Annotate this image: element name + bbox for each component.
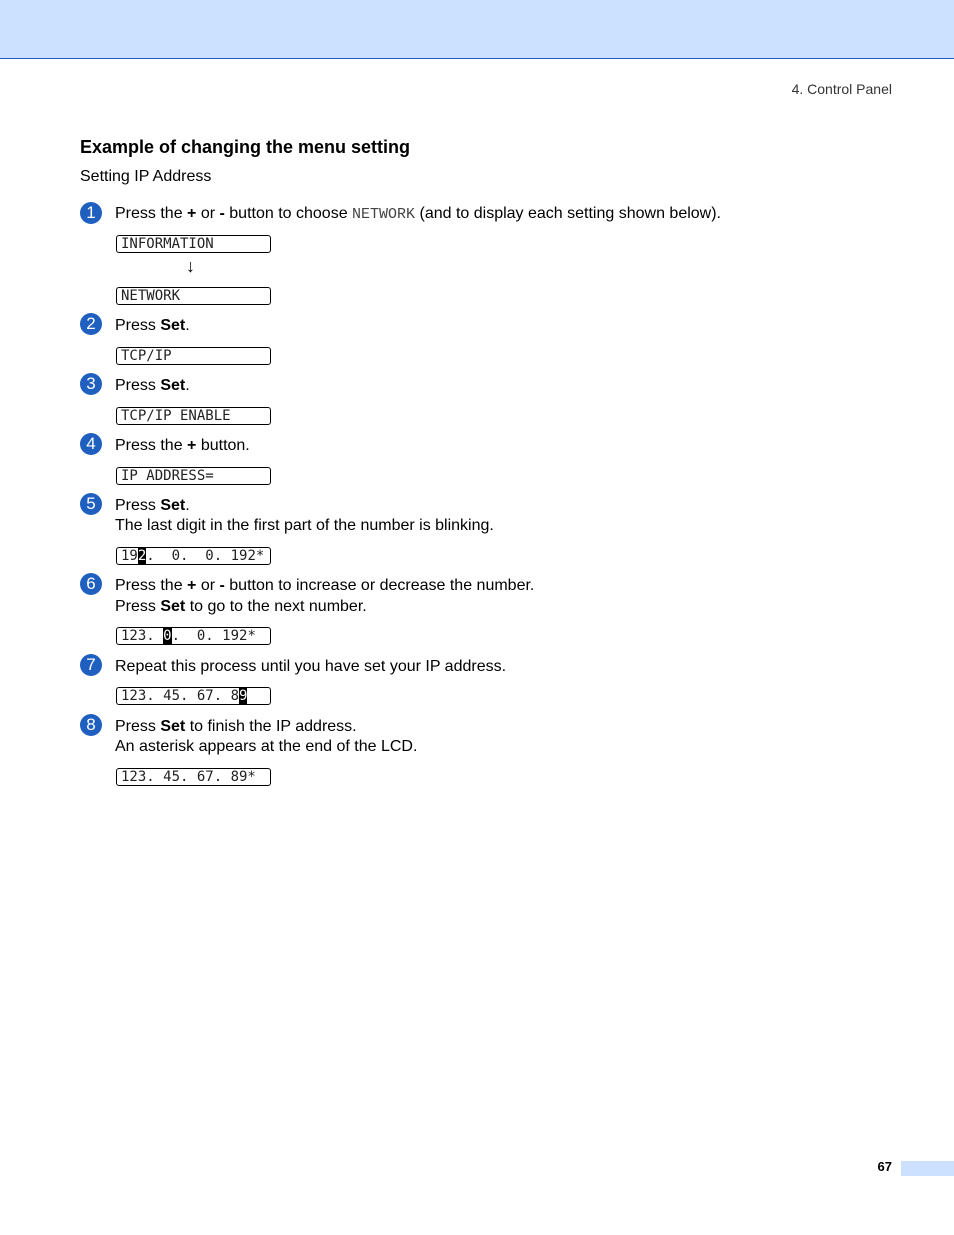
bold-text: Set — [160, 718, 186, 735]
step-number-2: 2 — [80, 313, 102, 335]
text-run: (and to display each setting shown below). — [415, 205, 721, 222]
bold-text: + — [187, 577, 197, 594]
text-run: to go to the next number. — [185, 598, 367, 615]
bold-text: Set — [160, 497, 186, 514]
text-run: . — [185, 497, 190, 514]
text-run: or — [196, 577, 220, 594]
text-run: An asterisk appears at the end of the LCD. — [115, 738, 418, 755]
step-7-text — [115, 656, 506, 677]
down-arrow-icon: ↓ — [186, 256, 195, 276]
menu-name: NETWORK — [352, 206, 416, 223]
step-number-4: 4 — [80, 433, 102, 455]
lcd-display — [116, 407, 271, 425]
lcd-display — [116, 687, 271, 705]
lcd-cursor: 0 — [163, 628, 172, 644]
bold-text: + — [187, 205, 197, 222]
lcd-cursor: 9 — [239, 688, 248, 704]
step-5-note — [115, 515, 494, 536]
lcd-display — [116, 347, 271, 365]
text-run: to finish the IP address. — [185, 718, 357, 735]
text-run: . — [185, 317, 190, 334]
step-8-text — [115, 716, 357, 737]
lcd-text: . 0. 0. 192* — [146, 548, 265, 564]
section-title: Example of changing the menu setting — [80, 137, 411, 157]
footer-band — [901, 1161, 954, 1176]
lcd-text: . 0. 192* — [171, 628, 256, 644]
step-number-7: 7 — [80, 654, 102, 676]
text-run: Press — [115, 598, 161, 615]
lcd-text: INFORMATION — [121, 236, 214, 252]
lcd-cursor: 2 — [137, 548, 147, 564]
section-subtitle: Setting IP Address — [80, 168, 212, 185]
step-number-6: 6 — [80, 573, 102, 595]
step-number-5: 5 — [80, 493, 102, 515]
bold-text: Set — [160, 377, 186, 394]
lcd-text: TCP/IP — [121, 348, 172, 364]
text-run: The last digit in the first part of the number is blinking. — [115, 517, 494, 534]
lcd-text: NETWORK — [121, 288, 181, 304]
text-run: button to choose — [224, 205, 353, 222]
lcd-text: IP ADDRESS= — [121, 468, 214, 484]
text-run: button. — [196, 437, 250, 454]
bold-text: - — [219, 205, 225, 222]
step-number-8: 8 — [80, 714, 102, 736]
page-number: 67 — [877, 1159, 892, 1174]
header-band — [0, 0, 954, 59]
chapter-label: 4. Control Panel — [791, 81, 892, 97]
lcd-text: 123. 45. 67. 89* — [121, 769, 256, 785]
lcd-text: 123. 45. 67. 8 — [121, 688, 240, 704]
lcd-display — [116, 235, 271, 253]
step-6-note — [115, 596, 367, 617]
text-run: or — [196, 205, 220, 222]
lcd-display — [116, 547, 271, 565]
lcd-display — [116, 287, 271, 305]
step-number-3: 3 — [80, 373, 102, 395]
step-number-1: 1 — [80, 202, 102, 224]
lcd-text: TCP/IP ENABLE — [121, 408, 231, 424]
bold-text: + — [187, 437, 197, 454]
bold-text: Set — [160, 598, 186, 615]
bold-text: Set — [160, 317, 186, 334]
text-run: Repeat this process until you have set your IP address. — [115, 658, 507, 675]
text-run: Press the — [115, 577, 188, 594]
step-3-text — [115, 375, 190, 396]
text-run: button to increase or decrease the number. — [224, 577, 535, 594]
lcd-text: 123. — [121, 628, 164, 644]
step-5-text — [115, 495, 190, 516]
text-run: Press the — [115, 437, 188, 454]
text-run: Press — [115, 718, 161, 735]
text-run: . — [185, 377, 190, 394]
lcd-display — [116, 768, 271, 786]
step-1-text — [115, 203, 721, 225]
step-2-text — [115, 315, 190, 336]
bold-text: - — [219, 577, 225, 594]
lcd-display — [116, 467, 271, 485]
text-run: Press the — [115, 205, 188, 222]
step-4-text — [115, 435, 250, 456]
lcd-display — [116, 627, 271, 645]
step-6-text — [115, 575, 534, 596]
text-run: Press — [115, 317, 161, 334]
step-8-note — [115, 736, 417, 757]
lcd-text: 19 — [121, 548, 138, 564]
text-run: Press — [115, 497, 161, 514]
text-run: Press — [115, 377, 161, 394]
